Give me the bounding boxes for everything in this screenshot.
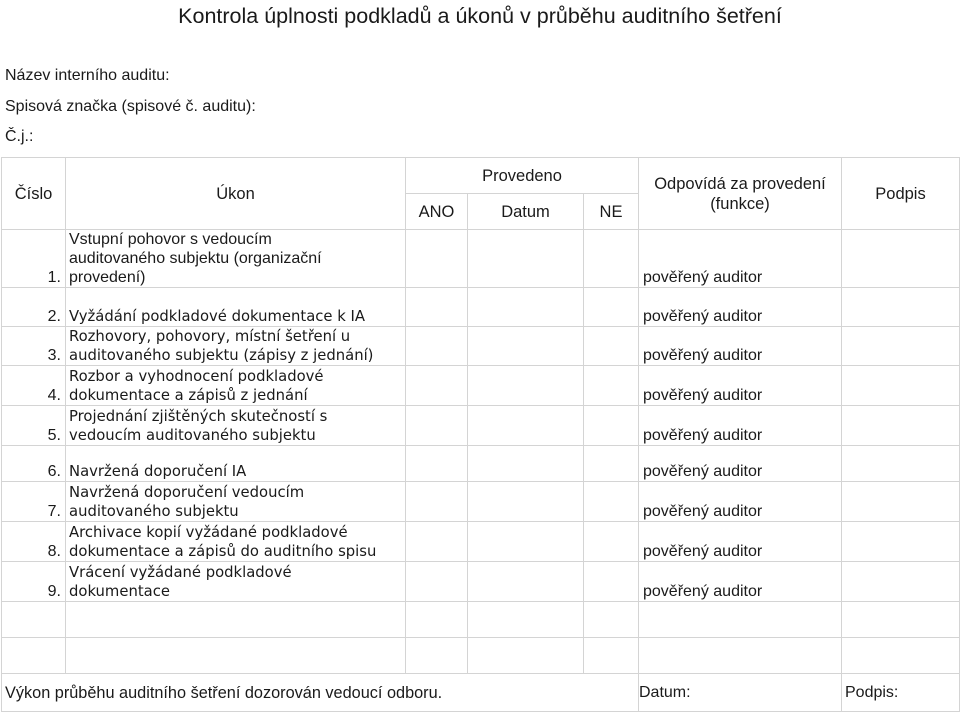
audit-name-label: Název interního auditu: [5, 67, 170, 84]
empty-cell[interactable] [468, 638, 584, 674]
empty-cell[interactable] [842, 602, 960, 638]
row-action [66, 446, 406, 482]
action-line: Rozbor a vyhodnocení podkladové [69, 368, 324, 385]
row-action [66, 406, 406, 446]
cell-no[interactable] [584, 562, 639, 602]
action-line: Vrácení vyžádané podkladové [69, 564, 292, 581]
cell-no[interactable] [584, 522, 639, 562]
cell-no[interactable] [584, 482, 639, 522]
audit-checklist-table [1, 157, 960, 712]
row-responsible: pověřený auditor [639, 327, 842, 366]
cell-date[interactable] [468, 327, 584, 366]
row-responsible: pověřený auditor [639, 366, 842, 406]
cell-no[interactable] [584, 230, 639, 288]
row-responsible: pověřený auditor [639, 482, 842, 522]
header-responsible: Odpovídá za provedení (funkce) [639, 158, 842, 230]
cell-yes[interactable] [406, 230, 468, 288]
action-line: Navržená doporučení vedoucím [69, 484, 305, 501]
row-number: 3. [2, 327, 66, 366]
row-responsible: pověřený auditor [639, 522, 842, 562]
cell-date[interactable] [468, 366, 584, 406]
empty-cell[interactable] [406, 638, 468, 674]
action-line: auditovaného subjektu (organizační [69, 250, 322, 267]
action-line: Vyžádání podkladové dokumentace k IA [69, 308, 365, 325]
action-line: Vstupní pohovor s vedoucím [69, 231, 272, 248]
cell-date[interactable] [468, 446, 584, 482]
cell-signature[interactable] [842, 522, 960, 562]
action-line: Rozhovory, pohovory, místní šetření u [69, 328, 351, 345]
file-mark-label: Spisová značka (spisové č. auditu): [5, 98, 256, 115]
action-line: Projednání zjištěných skutečností s [69, 408, 328, 425]
row-action [66, 230, 406, 288]
cell-no[interactable] [584, 288, 639, 327]
empty-row [2, 602, 960, 638]
cell-signature[interactable] [842, 482, 960, 522]
table-row [2, 366, 960, 406]
page-title: Kontrola úplnosti podkladů a úkonů v průběhu auditního šetření [178, 4, 782, 28]
action-line: provedení) [69, 269, 146, 286]
action-line: auditovaného subjektu (zápisy z jednání) [69, 347, 374, 364]
table-row [2, 562, 960, 602]
row-number: 2. [2, 288, 66, 327]
row-number: 7. [2, 482, 66, 522]
cell-signature[interactable] [842, 446, 960, 482]
row-number: 4. [2, 366, 66, 406]
row-action [66, 327, 406, 366]
cell-yes[interactable] [406, 288, 468, 327]
action-line: dokumentace [69, 583, 170, 600]
cell-no[interactable] [584, 327, 639, 366]
action-line: dokumentace a zápisů z jednání [69, 387, 308, 404]
cell-signature[interactable] [842, 366, 960, 406]
header-yes: ANO [406, 194, 468, 230]
empty-row [2, 638, 960, 674]
cell-yes[interactable] [406, 482, 468, 522]
cell-date[interactable] [468, 522, 584, 562]
cell-signature[interactable] [842, 327, 960, 366]
empty-cell[interactable] [406, 602, 468, 638]
table-row [2, 230, 960, 288]
empty-cell[interactable] [584, 602, 639, 638]
header-no: NE [584, 194, 639, 230]
footer-row [2, 674, 960, 712]
footer-date-label: Datum: [639, 674, 842, 712]
action-line: vedoucím auditovaného subjektu [69, 427, 316, 444]
table-row [2, 406, 960, 446]
cell-date[interactable] [468, 288, 584, 327]
cell-yes[interactable] [406, 562, 468, 602]
row-responsible: pověřený auditor [639, 288, 842, 327]
row-action [66, 522, 406, 562]
cell-signature[interactable] [842, 288, 960, 327]
cell-date[interactable] [468, 562, 584, 602]
empty-cell[interactable] [584, 638, 639, 674]
cell-yes[interactable] [406, 327, 468, 366]
cell-signature[interactable] [842, 406, 960, 446]
empty-cell[interactable] [842, 638, 960, 674]
action-line: auditovaného subjektu [69, 503, 239, 520]
row-number: 9. [2, 562, 66, 602]
empty-cell[interactable] [639, 602, 842, 638]
cell-no[interactable] [584, 446, 639, 482]
cell-yes[interactable] [406, 446, 468, 482]
table-row [2, 327, 960, 366]
row-responsible: pověřený auditor [639, 230, 842, 288]
row-action [66, 366, 406, 406]
action-line: Navržená doporučení IA [69, 463, 247, 480]
header-signature: Podpis [842, 158, 960, 230]
empty-cell[interactable] [2, 638, 66, 674]
cell-no[interactable] [584, 366, 639, 406]
header-number: Číslo [2, 158, 66, 230]
row-number: 8. [2, 522, 66, 562]
row-number: 6. [2, 446, 66, 482]
cell-no[interactable] [584, 406, 639, 446]
row-number: 1. [2, 230, 66, 288]
table-row [2, 522, 960, 562]
footer-signature-label: Podpis: [842, 674, 960, 712]
table-row [2, 446, 960, 482]
empty-cell[interactable] [66, 602, 406, 638]
header-performed: Provedeno [406, 158, 639, 194]
supervision-note: Výkon průběhu auditního šetření dozorován vedoucí odboru. [2, 674, 639, 712]
table-row [2, 482, 960, 522]
row-responsible: pověřený auditor [639, 446, 842, 482]
empty-cell[interactable] [66, 638, 406, 674]
reference-number-label: Č.j.: [5, 128, 34, 145]
cell-date[interactable] [468, 406, 584, 446]
table-row [2, 288, 960, 327]
empty-cell[interactable] [2, 602, 66, 638]
cell-yes[interactable] [406, 366, 468, 406]
row-responsible: pověřený auditor [639, 406, 842, 446]
row-responsible: pověřený auditor [639, 562, 842, 602]
cell-date[interactable] [468, 230, 584, 288]
row-number: 5. [2, 406, 66, 446]
empty-cell[interactable] [468, 602, 584, 638]
header-date: Datum [468, 194, 584, 230]
cell-signature[interactable] [842, 230, 960, 288]
header-action: Úkon [66, 158, 406, 230]
row-action [66, 562, 406, 602]
empty-cell[interactable] [639, 638, 842, 674]
cell-date[interactable] [468, 482, 584, 522]
cell-signature[interactable] [842, 562, 960, 602]
row-action [66, 288, 406, 327]
action-line: dokumentace a zápisů do auditního spisu [69, 543, 377, 560]
cell-yes[interactable] [406, 522, 468, 562]
action-line: Archivace kopií vyžádané podkladové [69, 524, 348, 541]
row-action [66, 482, 406, 522]
cell-yes[interactable] [406, 406, 468, 446]
